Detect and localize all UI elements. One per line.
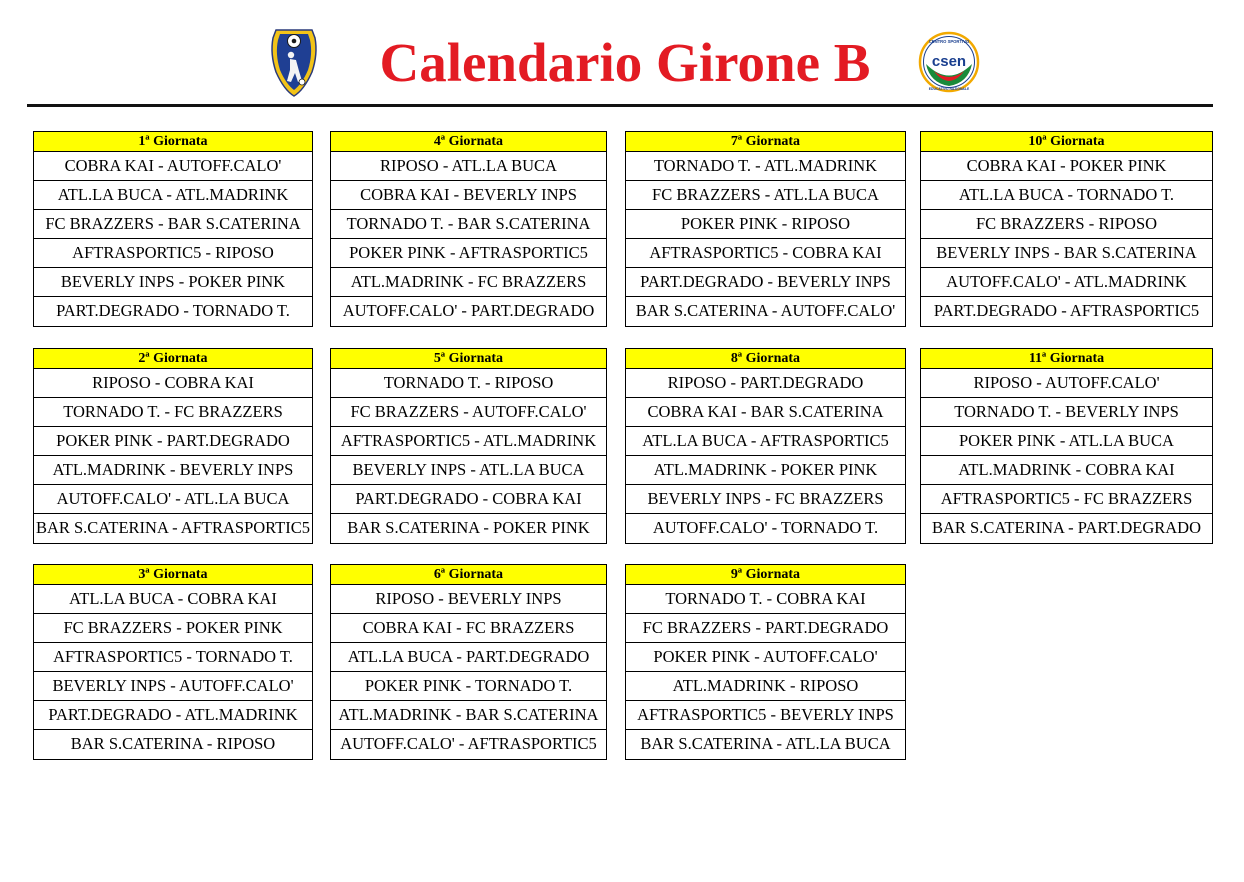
match-row: BEVERLY INPS - FC BRAZZERS	[626, 485, 905, 514]
match-row: FC BRAZZERS - PART.DEGRADO	[626, 614, 905, 643]
round-title: 3ª Giornata	[34, 565, 312, 585]
match-row: RIPOSO - PART.DEGRADO	[626, 369, 905, 398]
match-row: ATL.LA BUCA - COBRA KAI	[34, 585, 312, 614]
match-row: TORNADO T. - ATL.MADRINK	[626, 152, 905, 181]
match-row: ATL.LA BUCA - AFTRASPORTIC5	[626, 427, 905, 456]
round-title: 1ª Giornata	[34, 132, 312, 152]
round-table-11	[920, 348, 1213, 544]
match-row: ATL.LA BUCA - TORNADO T.	[921, 181, 1212, 210]
match-row: ATL.MADRINK - FC BRAZZERS	[331, 268, 606, 297]
round-title: 6ª Giornata	[331, 565, 606, 585]
round-table-2	[33, 348, 313, 544]
match-row: TORNADO T. - RIPOSO	[331, 369, 606, 398]
match-row: ATL.MADRINK - BEVERLY INPS	[34, 456, 312, 485]
match-row: FC BRAZZERS - RIPOSO	[921, 210, 1212, 239]
round-table-5	[330, 348, 607, 544]
match-row: AFTRASPORTIC5 - BEVERLY INPS	[626, 701, 905, 730]
match-row: ATL.MADRINK - BAR S.CATERINA	[331, 701, 606, 730]
match-row: POKER PINK - RIPOSO	[626, 210, 905, 239]
match-row: PART.DEGRADO - AFTRASPORTIC5	[933, 301, 1200, 320]
match-row: BAR S.CATERINA - RIPOSO	[70, 734, 276, 753]
match-row: AUTOFF.CALO' - ATL.MADRINK	[921, 268, 1212, 297]
match-row: POKER PINK - AFTRASPORTIC5	[331, 239, 606, 268]
match-row: COBRA KAI - BEVERLY INPS	[331, 181, 606, 210]
round-table-1	[33, 131, 313, 327]
match-row: ATL.MADRINK - RIPOSO	[626, 672, 905, 701]
match-row: PART.DEGRADO - ATL.MADRINK	[34, 701, 312, 730]
csen-logo-bottom-text: EDUCATIVO NAZIONALE	[928, 87, 970, 91]
round-title: 9ª Giornata	[626, 565, 905, 585]
match-row: BAR S.CATERINA - PART.DEGRADO	[931, 518, 1201, 537]
round-table-10	[920, 131, 1213, 327]
match-row: RIPOSO - COBRA KAI	[34, 369, 312, 398]
csen-logo	[918, 27, 980, 97]
match-row: COBRA KAI - POKER PINK	[921, 152, 1212, 181]
match-row: ATL.LA BUCA - PART.DEGRADO	[331, 643, 606, 672]
match-row: FC BRAZZERS - ATL.LA BUCA	[626, 181, 905, 210]
page-title: Calendario Girone B	[379, 32, 871, 93]
match-row: AUTOFF.CALO' - TORNADO T.	[652, 518, 879, 537]
match-row: AFTRASPORTIC5 - TORNADO T.	[34, 643, 312, 672]
match-row: FC BRAZZERS - POKER PINK	[34, 614, 312, 643]
match-row: AUTOFF.CALO' - AFTRASPORTIC5	[340, 734, 597, 753]
match-row: PART.DEGRADO - BEVERLY INPS	[626, 268, 905, 297]
match-row: AUTOFF.CALO' - ATL.LA BUCA	[34, 485, 312, 514]
match-row: PART.DEGRADO - TORNADO T.	[56, 301, 290, 320]
match-row: BEVERLY INPS - POKER PINK	[34, 268, 312, 297]
match-row: ATL.LA BUCA - ATL.MADRINK	[34, 181, 312, 210]
round-title: 8ª Giornata	[626, 349, 905, 369]
match-row: ATL.MADRINK - COBRA KAI	[921, 456, 1212, 485]
match-row: AUTOFF.CALO' - PART.DEGRADO	[342, 301, 595, 320]
match-row: POKER PINK - PART.DEGRADO	[34, 427, 312, 456]
match-row: BEVERLY INPS - BAR S.CATERINA	[921, 239, 1212, 268]
round-title: 5ª Giornata	[331, 349, 606, 369]
round-title: 7ª Giornata	[626, 132, 905, 152]
match-row: ATL.MADRINK - POKER PINK	[626, 456, 905, 485]
round-table-3	[33, 564, 313, 760]
match-row: COBRA KAI - BAR S.CATERINA	[626, 398, 905, 427]
match-row: RIPOSO - BEVERLY INPS	[331, 585, 606, 614]
match-row: FC BRAZZERS - BAR S.CATERINA	[34, 210, 312, 239]
round-title: 10ª Giornata	[921, 132, 1212, 152]
match-row: TORNADO T. - BEVERLY INPS	[921, 398, 1212, 427]
match-row: BAR S.CATERINA - POKER PINK	[347, 518, 590, 537]
round-table-9	[625, 564, 906, 760]
match-row: POKER PINK - TORNADO T.	[331, 672, 606, 701]
match-row: BAR S.CATERINA - ATL.LA BUCA	[640, 734, 891, 753]
csen-logo-main-text: csen	[931, 53, 967, 70]
match-row: POKER PINK - AUTOFF.CALO'	[626, 643, 905, 672]
round-table-8	[625, 348, 906, 544]
match-row: BAR S.CATERINA - AFTRASPORTIC5	[35, 518, 311, 537]
csen-logo-top-text: CENTRO SPORTIVO	[928, 39, 970, 44]
match-row: BEVERLY INPS - ATL.LA BUCA	[331, 456, 606, 485]
match-row: AFTRASPORTIC5 - RIPOSO	[34, 239, 312, 268]
round-title: 4ª Giornata	[331, 132, 606, 152]
match-row: BAR S.CATERINA - AUTOFF.CALO'	[635, 301, 896, 320]
match-row: TORNADO T. - BAR S.CATERINA	[331, 210, 606, 239]
match-row: RIPOSO - AUTOFF.CALO'	[921, 369, 1212, 398]
round-title: 2ª Giornata	[34, 349, 312, 369]
round-table-7	[625, 131, 906, 327]
page-header	[0, 0, 1244, 108]
match-row: RIPOSO - ATL.LA BUCA	[331, 152, 606, 181]
match-row: AFTRASPORTIC5 - FC BRAZZERS	[921, 485, 1212, 514]
match-row: TORNADO T. - COBRA KAI	[626, 585, 905, 614]
match-row: COBRA KAI - FC BRAZZERS	[331, 614, 606, 643]
round-title: 11ª Giornata	[921, 349, 1212, 369]
match-row: POKER PINK - ATL.LA BUCA	[921, 427, 1212, 456]
match-row: AFTRASPORTIC5 - COBRA KAI	[626, 239, 905, 268]
round-table-4	[330, 131, 607, 327]
match-row: PART.DEGRADO - COBRA KAI	[331, 485, 606, 514]
header-divider	[27, 104, 1213, 107]
match-row: FC BRAZZERS - AUTOFF.CALO'	[331, 398, 606, 427]
league-crest-logo	[266, 24, 322, 98]
match-row: BEVERLY INPS - AUTOFF.CALO'	[34, 672, 312, 701]
match-row: COBRA KAI - AUTOFF.CALO'	[34, 152, 312, 181]
match-row: TORNADO T. - FC BRAZZERS	[34, 398, 312, 427]
round-table-6	[330, 564, 607, 760]
match-row: AFTRASPORTIC5 - ATL.MADRINK	[331, 427, 606, 456]
